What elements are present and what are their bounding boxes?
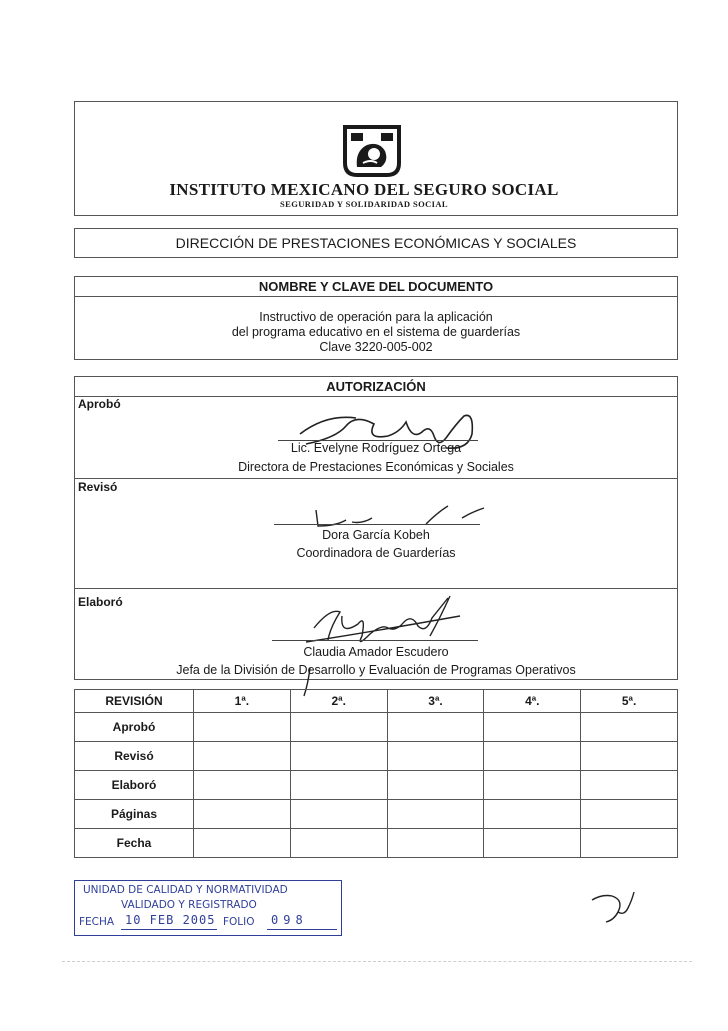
approved-position: Directora de Prestaciones Económicas y Sociales: [238, 460, 514, 474]
document-title-line2: del programa educativo en el sistema de guarderías: [231, 325, 521, 339]
table-header-row: [75, 690, 678, 713]
table-cell: [290, 771, 387, 800]
institution-motto: SEGURIDAD Y SOLIDARIDAD SOCIAL: [280, 199, 448, 209]
table-cell: [290, 829, 387, 858]
table-header-cell: 3ª.: [387, 690, 484, 713]
table-cell: [387, 742, 484, 771]
document-heading: NOMBRE Y CLAVE DEL DOCUMENTO: [75, 277, 677, 297]
stamp-date-underline: [121, 929, 217, 930]
row-label: Aprobó: [75, 713, 194, 742]
table-header-cell: 5ª.: [581, 690, 678, 713]
approved-name: Lic. Evelyne Rodríguez Ortega: [290, 441, 462, 455]
table-header-cell: 2ª.: [290, 690, 387, 713]
row-label: Fecha: [75, 829, 194, 858]
table-cell: [290, 742, 387, 771]
table-cell: [194, 829, 291, 858]
reviewed-name: Dora García Kobeh: [322, 528, 430, 542]
document-code: Clave 3220-005-002: [319, 340, 433, 354]
document-box: [74, 276, 678, 360]
table-cell: [387, 800, 484, 829]
table-cell: [194, 742, 291, 771]
table-cell: [581, 771, 678, 800]
table-row: [75, 829, 678, 858]
table-row: [75, 771, 678, 800]
table-cell: [290, 800, 387, 829]
section-divider: [75, 478, 677, 479]
table-header-cell: 1ª.: [194, 690, 291, 713]
authorization-heading: AUTORIZACIÓN: [75, 378, 677, 397]
signature-prepared: [300, 588, 470, 698]
direction-box: [74, 228, 678, 258]
stamp-line2: VALIDADO Y REGISTRADO: [121, 899, 257, 911]
reviewed-position: Coordinadora de Guarderías: [296, 546, 456, 560]
table-cell: [387, 771, 484, 800]
table-cell: [581, 713, 678, 742]
imss-logo: [341, 123, 403, 179]
table-cell: [484, 713, 581, 742]
table-cell: [387, 713, 484, 742]
row-label: Páginas: [75, 800, 194, 829]
document-title-line1: Instructivo de operación para la aplicación: [259, 310, 493, 324]
stamp-folio-label: FOLIO: [223, 916, 255, 928]
table-cell: [484, 742, 581, 771]
institution-name: INSTITUTO MEXICANO DEL SEGURO SOCIAL: [169, 180, 559, 199]
page-divider: [62, 961, 692, 962]
table-header-cell: REVISIÓN: [75, 690, 194, 713]
table-cell: [194, 713, 291, 742]
revision-table: [74, 689, 678, 858]
table-cell: [387, 829, 484, 858]
signature-line: [272, 640, 478, 641]
table-cell: [581, 829, 678, 858]
table-row: [75, 713, 678, 742]
table-header-cell: 4ª.: [484, 690, 581, 713]
initials-mark: [588, 886, 638, 932]
table-cell: [484, 771, 581, 800]
table-cell: [581, 800, 678, 829]
prepared-name: Claudia Amador Escudero: [303, 645, 449, 659]
reviewed-label: Revisó: [78, 480, 118, 494]
stamp-folio-value: 098: [271, 913, 308, 927]
approved-label: Aprobó: [78, 397, 121, 411]
table-row: [75, 800, 678, 829]
row-label: Revisó: [75, 742, 194, 771]
table-cell: [484, 800, 581, 829]
validation-stamp: [74, 880, 342, 936]
table-cell: [581, 742, 678, 771]
stamp-date-value: 10 FEB 2005: [125, 913, 216, 927]
table-row: [75, 742, 678, 771]
table-cell: [484, 829, 581, 858]
prepared-label: Elaboró: [78, 595, 123, 609]
direction-title: DIRECCIÓN DE PRESTACIONES ECONÓMICAS Y SOCIALES: [175, 235, 577, 251]
table-cell: [290, 713, 387, 742]
prepared-position: Jefa de la División de Desarrollo y Evaluación de Programas Operativos: [176, 663, 576, 677]
stamp-date-label: FECHA: [79, 916, 115, 928]
stamp-folio-underline: [267, 929, 337, 930]
row-label: Elaboró: [75, 771, 194, 800]
table-cell: [194, 771, 291, 800]
stamp-line1: UNIDAD DE CALIDAD Y NORMATIVIDAD: [83, 884, 288, 896]
table-cell: [194, 800, 291, 829]
signature-line: [274, 524, 480, 525]
